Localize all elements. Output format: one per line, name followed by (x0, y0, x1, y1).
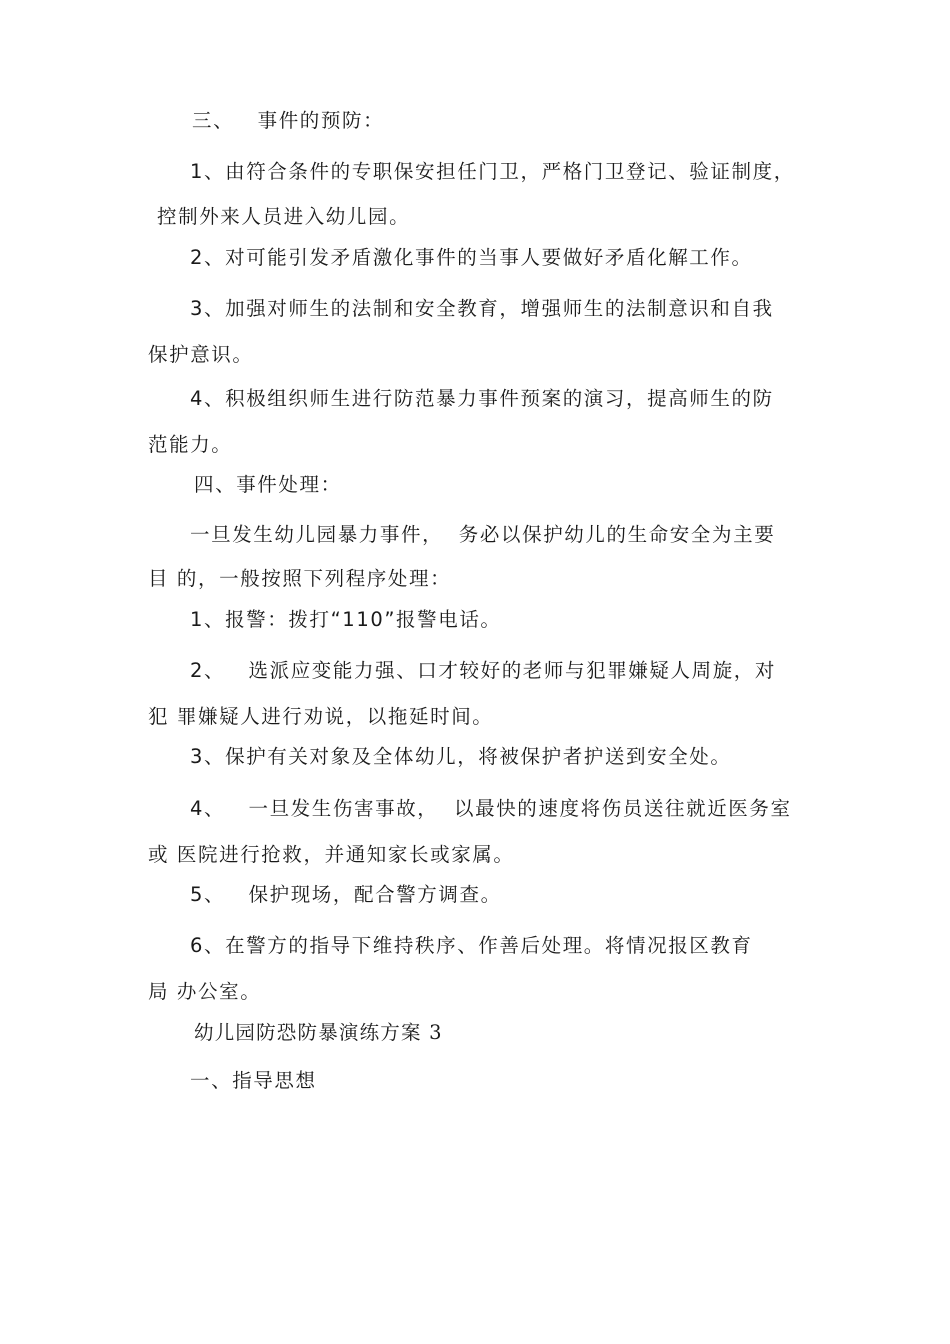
paragraph-line: 3、保护有关对象及全体幼儿，将被保护者护送到安全处。 (190, 745, 732, 768)
paragraph-line: 或 医院进行抢救，并通知家长或家属。 (148, 843, 515, 866)
paragraph-line: 4、 一旦发生伤害事故， 以最快的速度将伤员送往就近医务室 (190, 797, 792, 820)
paragraph-line: 1、报警：拨打“110”报警电话。 (190, 608, 502, 631)
paragraph-line: 3、加强对师生的法制和安全教育，增强师生的法制意识和自我 (190, 297, 774, 320)
section-heading-handling: 四、事件处理： (194, 473, 342, 496)
paragraph-line: 5、 保护现场，配合警方调查。 (190, 883, 502, 906)
paragraph-line: 6、在警方的指导下维持秩序、作善后处理。将情况报区教育 (190, 934, 753, 957)
paragraph-line: 1、由符合条件的专职保安担任门卫，严格门卫登记、验证制度， (190, 160, 795, 183)
paragraph-line: 局 办公室。 (148, 980, 262, 1003)
paragraph-line: 目 的，一般按照下列程序处理： (148, 567, 452, 590)
plan-title: 幼儿园防恐防暴演练方案 3 (194, 1021, 443, 1044)
paragraph-line: 2、对可能引发矛盾激化事件的当事人要做好矛盾化解工作。 (190, 246, 753, 269)
section-heading-prevention: 三、 事件的预防： (192, 109, 385, 132)
paragraph-line: 保护意识。 (148, 343, 254, 366)
paragraph-line: 控制外来人员进入幼儿园。 (157, 205, 411, 228)
paragraph-line: 范能力。 (148, 433, 233, 456)
paragraph-line: 一旦发生幼儿园暴力事件， 务必以保护幼儿的生命安全为主要 (190, 523, 776, 546)
section-heading-guiding-ideology: 一、指导思想 (190, 1069, 317, 1092)
paragraph-line: 4、积极组织师生进行防范暴力事件预案的演习，提高师生的防 (190, 387, 774, 410)
paragraph-line: 2、 选派应变能力强、口才较好的老师与犯罪嫌疑人周旋，对 (190, 659, 777, 682)
paragraph-line: 犯 罪嫌疑人进行劝说，以拖延时间。 (148, 705, 494, 728)
